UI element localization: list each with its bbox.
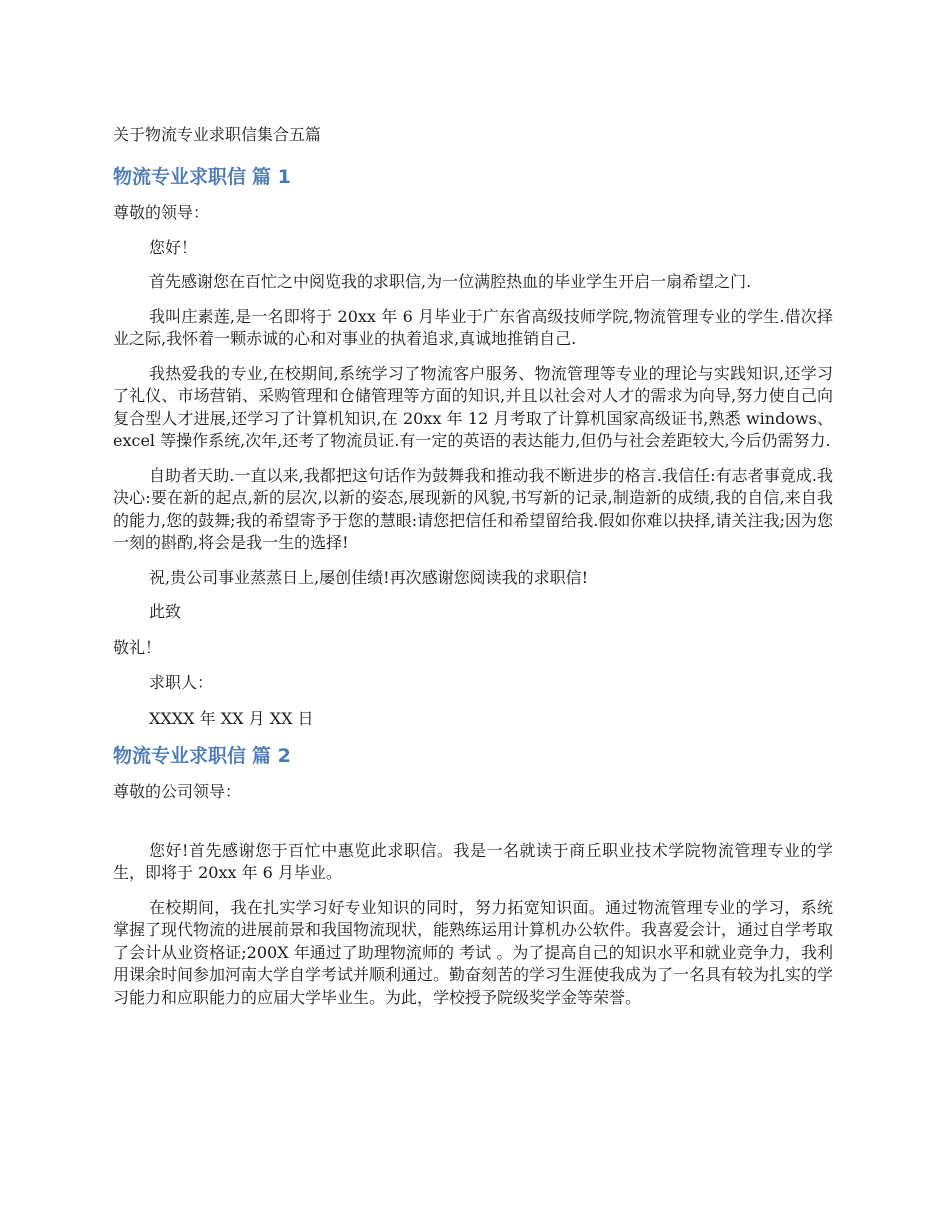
document-title: 关于物流专业求职信集合五篇 — [113, 125, 322, 144]
letter-1-greeting: 您好！ — [149, 237, 198, 257]
letter-2-heading — [113, 743, 833, 769]
letter-1-paragraph: 祝,贵公司事业蒸蒸日上,屡创佳绩!再次感谢您阅读我的求职信! — [149, 567, 589, 587]
letter-1-date: XXXX 年 XX 月 XX 日 — [149, 708, 314, 728]
letter-1-heading — [113, 164, 833, 190]
letter-1-paragraph: 首先感谢您在百忙之中阅览我的求职信,为一位满腔热血的毕业学生开启一扇希望之门. — [149, 272, 752, 291]
letter-2-salutation: 尊敬的公司领导： — [113, 782, 242, 801]
letter-1-salutation: 尊敬的领导： — [113, 203, 210, 222]
letter-1-heading-text: 物流专业求职信 — [113, 166, 247, 188]
letter-1-paragraph: 我热爱我的专业,在校期间,系统学习了物流客户服务、物流管理等专业的理论与实践知识,还学习了礼仪、市场营销、采购管理和仓储管理等方面的知识,并且以社会对人才的需求为向导,努力使自己向复合型人才进展,还学习了计算机知识,在 20xx 年 12 月考取了计算机国家高级证书,熟悉 windows、excel 等操作系统,次年,还考了物流员证.有一定的英语的表达能力,但仍与社会差距较大,今后仍需努力. — [113, 363, 833, 450]
letter-1-paragraph: 自助者天助.一直以来,我都把这句话作为鼓舞我和推动我不断进步的格言.我信任:有志者事竟成.我决心:要在新的起点,新的层次,以新的姿态,展现新的风貌,书写新的记录,制造新的成绩,我的自信,来自我的能力,您的鼓舞;我的希望寄予于您的慧眼:请您把信任和希望留给我.假如你难以抉择,请关注我;因为您一刻的斟酌,将会是我一生的选择! — [113, 465, 833, 552]
letter-2-heading-number: 篇 2 — [252, 745, 291, 767]
letter-2-paragraph: 在校期间，我在扎实学习好专业知识的同时，努力拓宽知识面。通过物流管理专业的学习，系统掌握了现代物流的进展前景和我国物流现状，能熟练运用计算机办公软件。我喜爱会计，通过自学考取了会计从业资格证;200X 年通过了助理物流师的 考试 。为了提高自己的知识水平和就业竞争力，我利用课余时间参加河南大学自学考试并顺利通过。勤奋刻苦的学习生涯使我成为了一名具有较为扎实的学习能力和应职能力的应届大学毕业生。为此，学校授予院级奖学金等荣誉。 — [113, 897, 834, 1007]
blank-line — [113, 816, 833, 840]
letter-1-paragraph: 我叫庄素莲,是一名即将于 20xx 年 6 月毕业于广东省高级技师学院,物流管理专业的学生.借次择业之际,我怀着一颗赤诚的心和对事业的执着追求,真诚地推销自己. — [113, 306, 833, 348]
letter-1-regards: 敬礼！ — [113, 637, 162, 657]
letter-1-heading-number: 篇 1 — [252, 166, 291, 188]
document-page — [113, 124, 833, 1021]
letter-1-signer: 求职人： — [149, 673, 214, 692]
letter-2-heading-text: 物流专业求职信 — [113, 745, 247, 767]
letter-1-closing: 此致 — [149, 602, 182, 621]
letter-2-paragraph: 您好!首先感谢您于百忙中惠览此求职信。我是一名就读于商丘职业技术学院物流管理专业的学生，即将于 20xx 年 6 月毕业。 — [113, 840, 833, 882]
